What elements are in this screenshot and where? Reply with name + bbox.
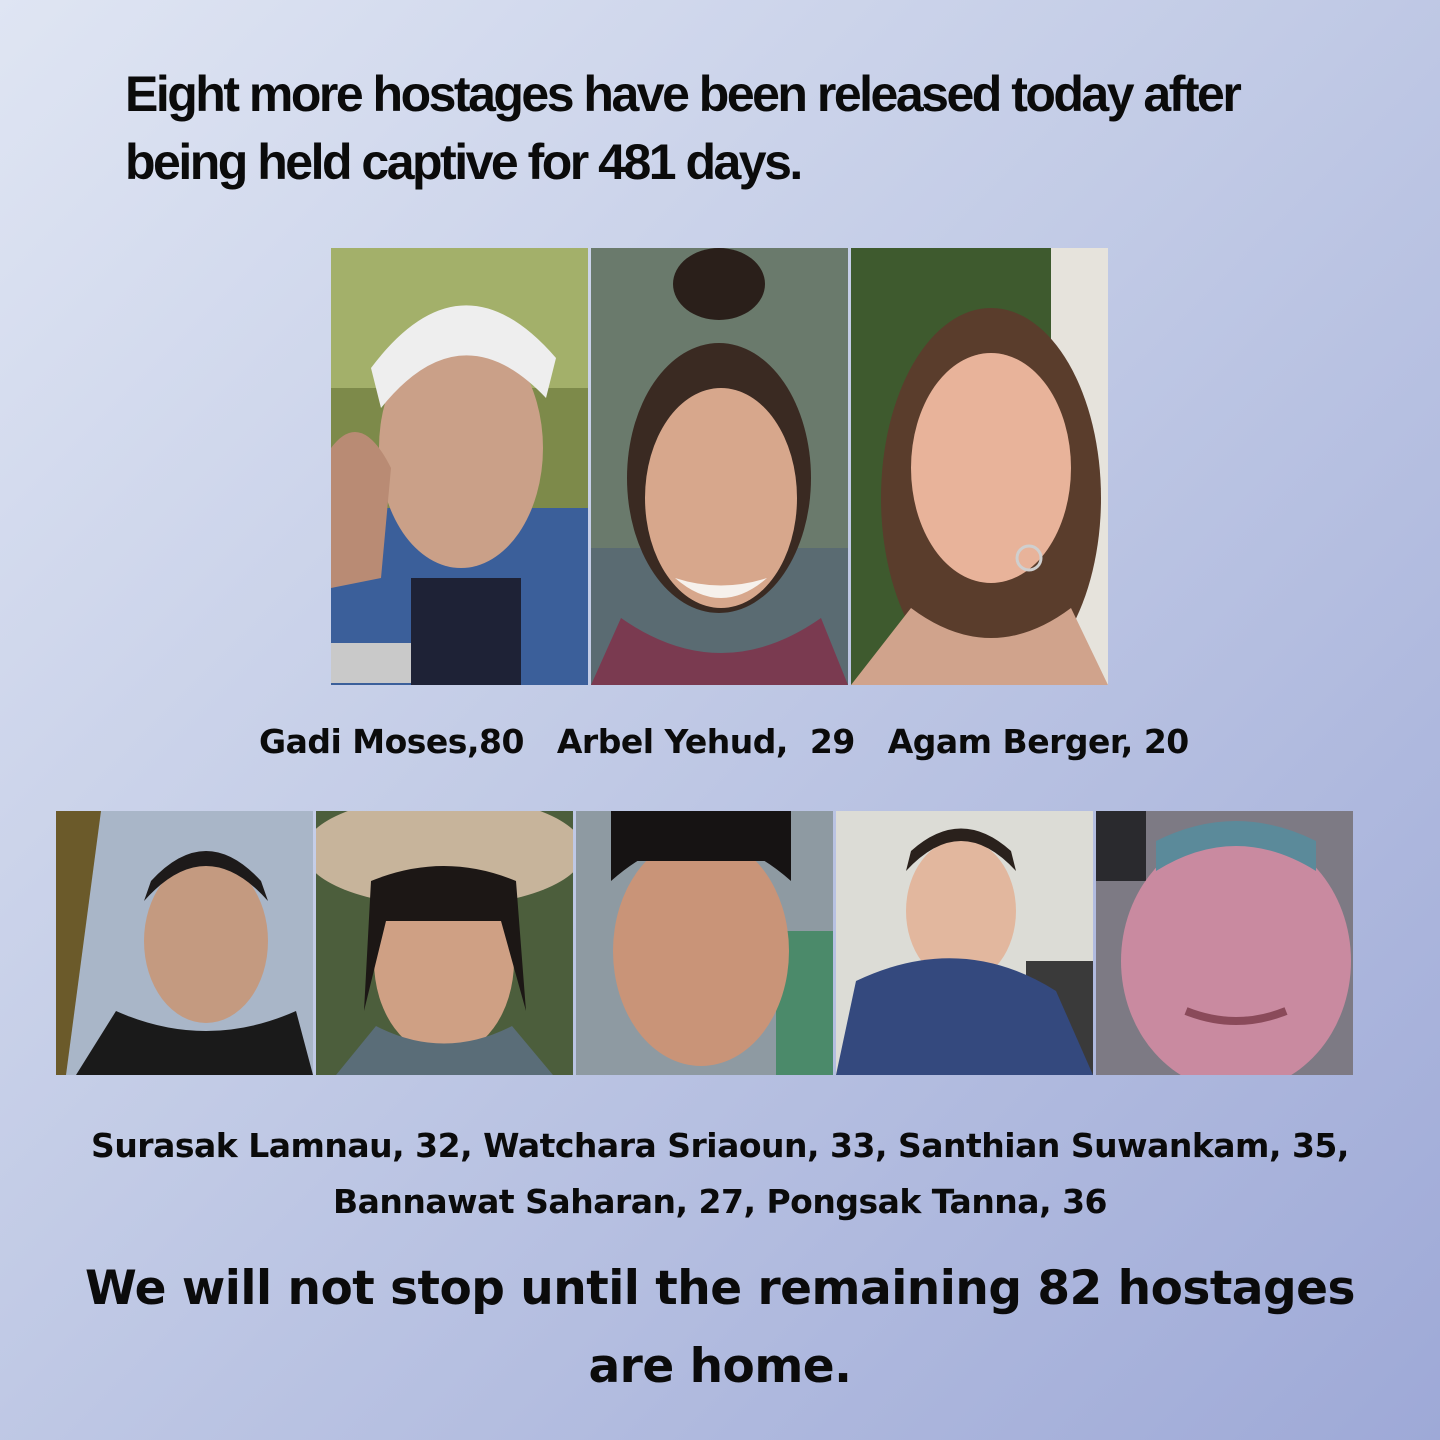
closing-message (20, 1250, 1420, 1406)
portrait-photo-7 (836, 811, 1093, 1075)
headline-line-1: Eight more hostages have been released today after (125, 66, 1240, 122)
photo-row-top (331, 248, 1108, 685)
headline (125, 60, 1365, 196)
headline-line-2: being held captive for 481 days. (125, 134, 801, 190)
portrait-photo-2 (591, 248, 848, 685)
photo-row-bottom (56, 811, 1353, 1075)
names-bottom-line-2: Bannawat Saharan, 27, Pongsak Tanna, 36 (332, 1182, 1108, 1221)
names-bottom-rows (30, 1118, 1410, 1230)
closing-line-1: We will not stop until the remaining 82 hostages (84, 1261, 1356, 1316)
portrait-photo-8 (1096, 811, 1353, 1075)
portrait-photo-4 (56, 811, 313, 1075)
portrait-photo-3 (851, 248, 1108, 685)
closing-line-2: are home. (588, 1339, 852, 1394)
names-bottom-line-1: Surasak Lamnau, 32, Watchara Sriaoun, 33, Santhian Suwankam, 35, (91, 1126, 1349, 1165)
names-top-row: Gadi Moses,80 Arbel Yehud, 29 Agam Berger, 20 (259, 722, 1189, 761)
portrait-photo-1 (331, 248, 588, 685)
portrait-photo-6 (576, 811, 833, 1075)
portrait-photo-5 (316, 811, 573, 1075)
